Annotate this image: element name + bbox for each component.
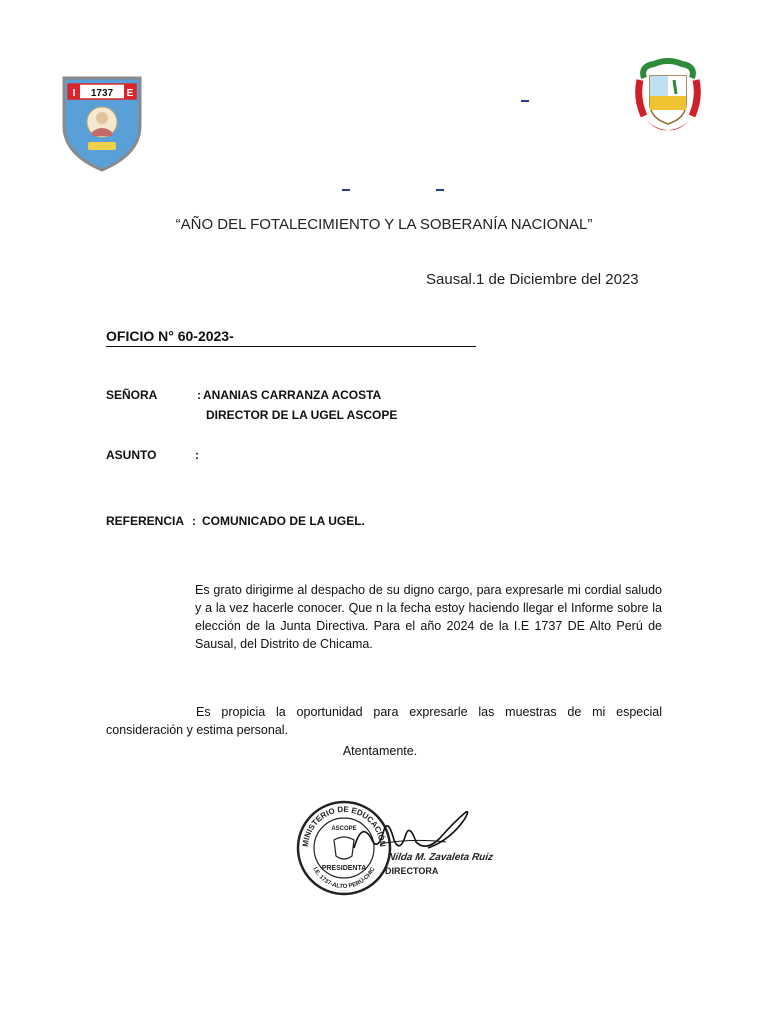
year-title: “AÑO DEL FOTALECIMIENTO Y LA SOBERANÍA NACIONAL” (175, 216, 593, 233)
header-dash (521, 100, 529, 102)
badge-letter-right: E (126, 88, 134, 99)
header-dash (342, 189, 350, 191)
subject-colon: : (195, 448, 199, 462)
stamp-president-text: PRESIDENTA (321, 865, 367, 872)
oficio-number: OFICIO N° 60-2023- (106, 328, 234, 344)
place-date: Sausal.1 de Diciembre del 2023 (426, 271, 639, 288)
recipient-colon: : (197, 388, 201, 402)
stamp-bottom-text: I.E. 1737-ALTO PERÚ-CHIC (311, 866, 377, 891)
reference-colon: : (192, 514, 196, 528)
closing-text: Atentamente. (342, 744, 418, 758)
signer-name: Nilda M. Zavaleta Ruiz (387, 852, 494, 863)
stamp-ascope-text: ASCOPE (331, 826, 357, 832)
peru-coat-of-arms-icon (634, 58, 702, 140)
recipient-label: SEÑORA (106, 388, 158, 402)
stamp-top-text: MINISTERIO DE EDUCACIÓN (300, 804, 388, 848)
body-paragraph-2: Es propicia la oportunidad para expresarle las muestras de mi especial consideración y estima personal. (106, 705, 662, 737)
recipient-name: ANANIAS CARRANZA ACOSTA (203, 388, 382, 402)
badge-letter-left: I (72, 88, 76, 99)
oficio-underline (106, 346, 476, 347)
header-dash (436, 189, 444, 191)
signer-role: DIRECTORA (385, 866, 439, 876)
recipient-title: DIRECTOR DE LA UGEL ASCOPE (206, 408, 398, 422)
reference-label: REFERENCIA (106, 514, 185, 528)
reference-value: COMUNICADO DE LA UGEL. (202, 514, 365, 528)
body-paragraph-1: Es grato dirigirme al despacho de su digno cargo, para expresarle mi cordial saludo y a la vez hacerle conocer. Que n la fecha estoy haciendo llegar el Informe sobre la elección de la Junta Directiva. Para el año 2024 de la I.E 1737 DE Alto Perú de Sausal, del Distrito de Chicama. (195, 583, 662, 651)
subject-label: ASUNTO (106, 448, 157, 462)
school-shield-icon (60, 70, 144, 174)
badge-number: 1737 (90, 88, 114, 99)
